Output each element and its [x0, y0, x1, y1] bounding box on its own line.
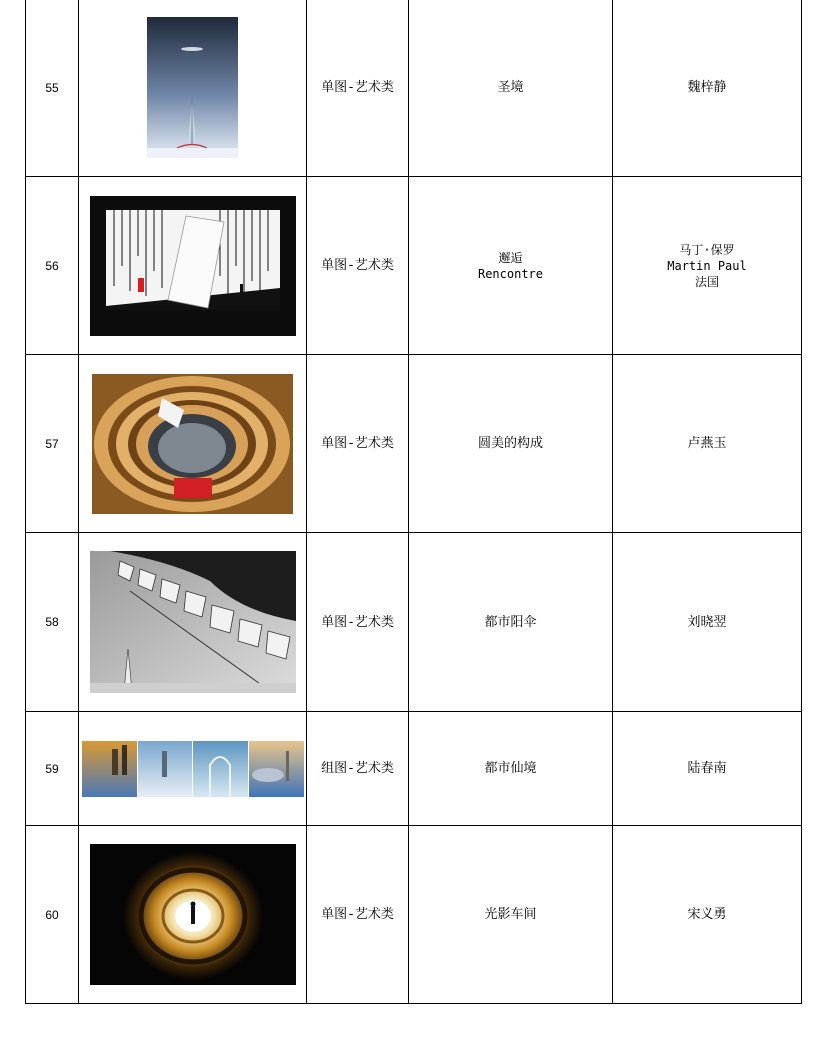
- title-cell: [409, 826, 613, 1004]
- title-cell: [409, 533, 613, 712]
- author-en: Martin Paul: [667, 258, 747, 273]
- table-row: [26, 712, 802, 826]
- title-cell: [409, 355, 613, 533]
- author-cn: 宋义勇: [687, 907, 727, 922]
- author-cn: 陆春南: [687, 761, 727, 776]
- artwork-photo[interactable]: [82, 741, 304, 797]
- photo-cell: [79, 355, 307, 533]
- author-cell: [613, 355, 802, 533]
- author-cn: 卢燕玉: [687, 436, 727, 451]
- author-cn: 刘晓翌: [687, 614, 727, 630]
- title-cn: 都市阳伞: [484, 614, 537, 630]
- table-row: [26, 177, 802, 355]
- photo-cell: [79, 0, 307, 177]
- author-cn: 魏梓静: [687, 80, 727, 95]
- photo-cell: [79, 533, 307, 712]
- entry-number: 57: [26, 355, 79, 533]
- artwork-photo[interactable]: [92, 374, 293, 514]
- entry-number: 60: [26, 826, 79, 1004]
- artwork-photo[interactable]: [90, 196, 296, 336]
- category-cell: 单图-艺术类: [307, 533, 409, 712]
- table-row: [26, 826, 802, 1004]
- title-en: Rencontre: [477, 266, 544, 281]
- artwork-photo[interactable]: [90, 551, 296, 693]
- works-table: [25, 0, 802, 1004]
- title-cn: 邂逅: [498, 250, 523, 265]
- artwork-photo[interactable]: [147, 17, 238, 158]
- category-cell: 单图-艺术类: [307, 826, 409, 1004]
- table-row: [26, 533, 802, 712]
- category-cell: 单图-艺术类: [307, 0, 409, 177]
- title-cn: 都市仙境: [484, 761, 537, 776]
- author-cell: [613, 712, 802, 826]
- title-cell: [409, 177, 613, 355]
- title-cell: [409, 0, 613, 177]
- artwork-photo[interactable]: [90, 844, 296, 985]
- entry-number: 55: [26, 0, 79, 177]
- entry-number: 56: [26, 177, 79, 355]
- table-row: [26, 355, 802, 533]
- category-cell: 单图-艺术类: [307, 177, 409, 355]
- author-cell: [613, 533, 802, 712]
- title-cell: [409, 712, 613, 826]
- entry-number: 58: [26, 533, 79, 712]
- author-cn: 马丁·保罗: [679, 242, 735, 257]
- title-cn: 圆美的构成: [477, 436, 543, 451]
- title-cn: 圣境: [497, 80, 524, 95]
- photo-cell: [79, 826, 307, 1004]
- category-cell: 单图-艺术类: [307, 355, 409, 533]
- photo-cell: [79, 712, 307, 826]
- author-cell: [613, 826, 802, 1004]
- table-row: [26, 0, 802, 177]
- photo-cell: [79, 177, 307, 355]
- entry-number: 59: [26, 712, 79, 826]
- title-cn: 光影车间: [484, 907, 537, 922]
- author-cell: [613, 177, 802, 355]
- author-cell: [613, 0, 802, 177]
- author-country: 法国: [694, 274, 719, 289]
- category-cell: 组图-艺术类: [307, 712, 409, 826]
